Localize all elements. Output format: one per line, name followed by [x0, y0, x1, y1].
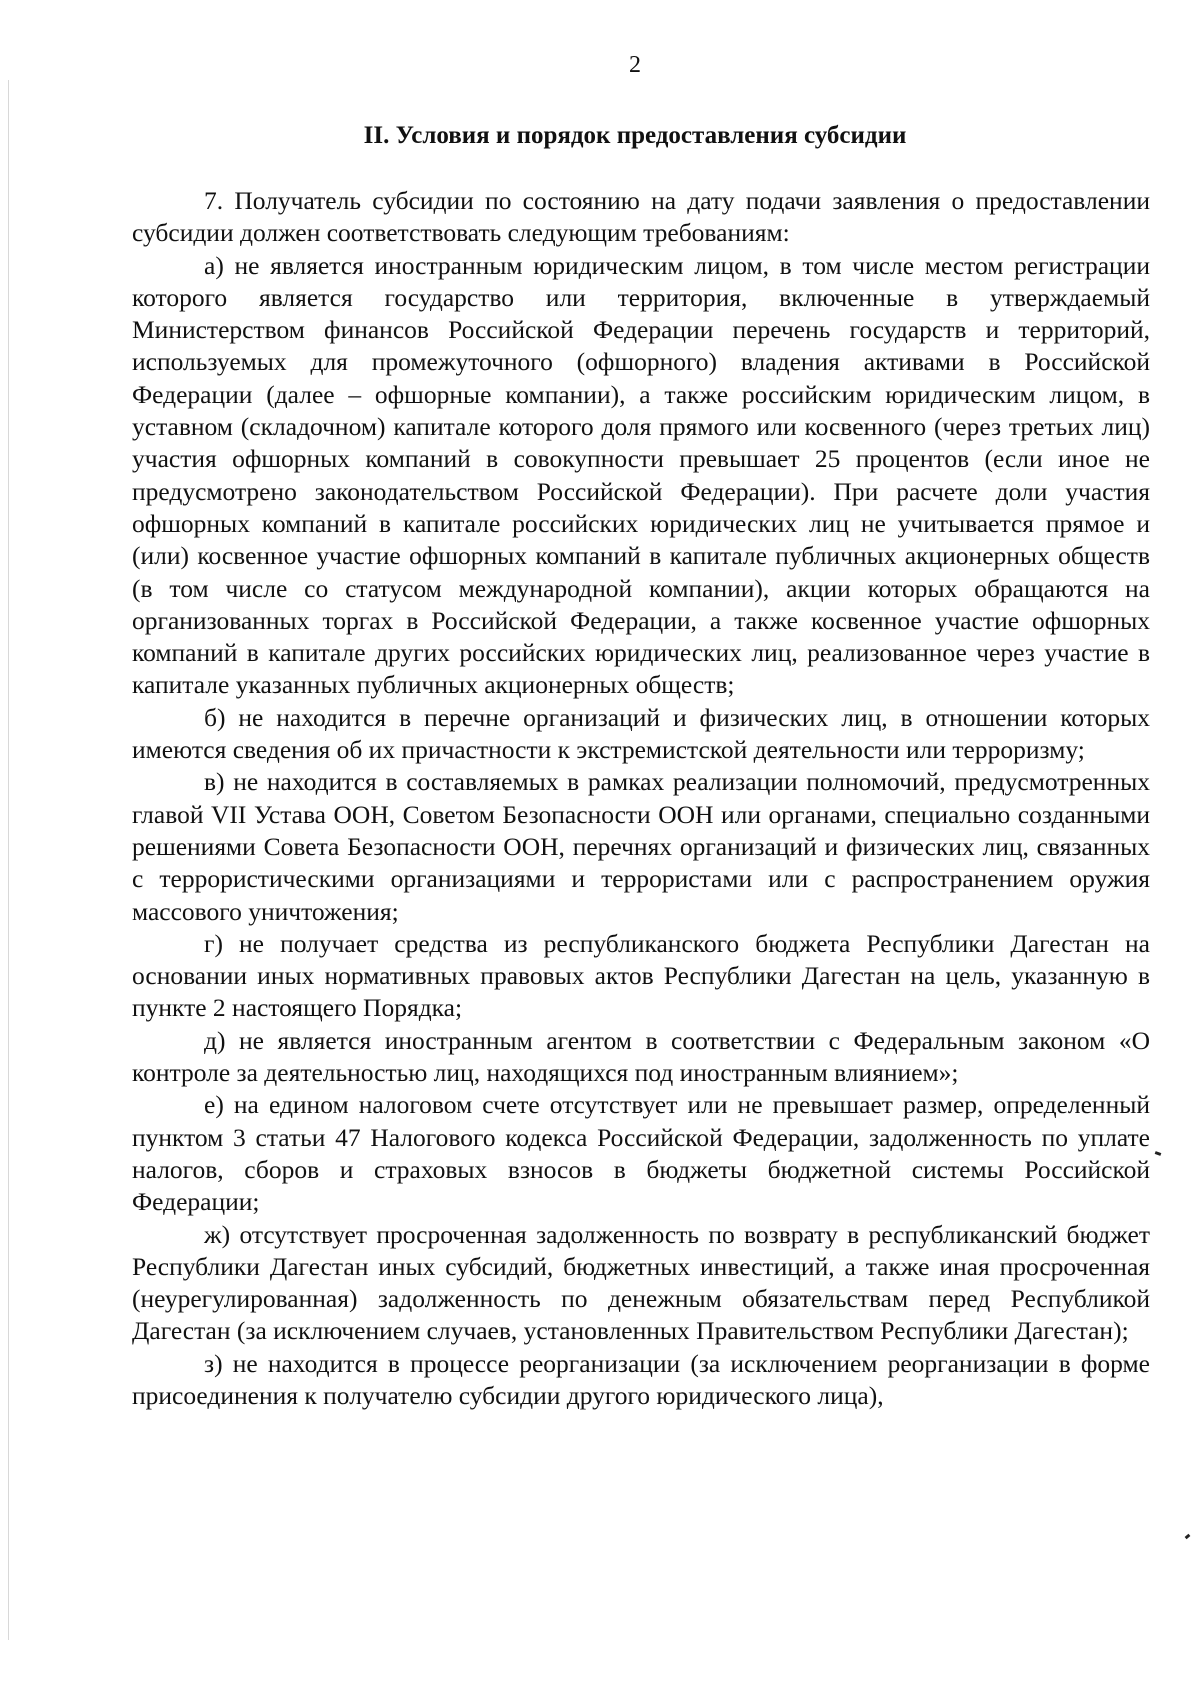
paragraph-item-e: е) на едином налоговом счете отсутствует или не превышает размер, определенный пунктом 3 статьи 47 Налогового кодекса Российской Федерации, задолженность по уплате налогов, сборов и страховых взносов в бюджеты бюджетной системы Российской Федерации; [132, 1090, 1150, 1217]
document-body [132, 185, 1150, 1412]
paragraph-item-d: д) не является иностранным агентом в соответствии с Федеральным законом «О контроле за деятельностью лиц, находящихся под иностранным влиянием»; [132, 1025, 1150, 1088]
paragraph-item-a: а) не является иностранным юридическим лицом, в том числе местом регистрации которого является государство или территория, включенные в утверждаемый Министерством финансов Российской Федерации перечень государств и территорий, используемых для промежуточного (офшорного) владения активами в Российской Федерации (далее – офшорные компании), а также российским юридическим лицом, в уставном (складочном) капитале которого доля прямого или косвенного (через третьих лиц) участия офшорных компаний в совокупности превышает 25 процентов (если иное не предусмотрено законодательством Российской Федерации). При расчете доли участия офшорных компаний в капитале российских юридических лиц не учитывается прямое и (или) косвенное участие офшорных компаний в капитале публичных акционерных обществ (в том числе со статусом международной компании), акции которых обращаются на организованных торгах в Российской Федерации, а также косвенное участие офшорных компаний в капитале других российских юридических лиц, реализованное через участие в капитале указанных публичных акционерных обществ; [132, 250, 1150, 700]
scan-speck [1155, 1151, 1162, 1156]
paragraph-item-g: г) не получает средства из республиканского бюджета Республики Дагестан на основании иных нормативных правовых актов Республики Дагестан на цель, указанную в пункте 2 настоящего Порядка; [132, 928, 1150, 1023]
paragraph-item-z: з) не находится в процессе реорганизации (за исключением реорганизации в форме присоединения к получателю субсидии другого юридического лица), [132, 1348, 1150, 1410]
page-number: 2 [629, 52, 641, 78]
section-title: II. Условия и порядок предоставления субсидии [363, 122, 907, 149]
paragraph-item-zh: ж) отсутствует просроченная задолженность по возврату в республиканский бюджет Республики Дагестан иных субсидий, бюджетных инвестиций, а также иная просроченная (неурегулированная) задолженность по денежным обязательствам перед Республикой Дагестан (за исключением случаев, установленных Правительством Республики Дагестан); [132, 1219, 1150, 1346]
scan-speck [1185, 1534, 1191, 1540]
paragraph-item-b: б) не находится в перечне организаций и физических лиц, в отношении которых имеются сведения об их причастности к экстремистской деятельности или терроризму; [132, 702, 1150, 765]
scan-edge-line [8, 80, 9, 1640]
paragraph-item-v: в) не находится в составляемых в рамках реализации полномочий, предусмотренных главой VII Устава ООН, Советом Безопасности ООН или органами, специально созданными решениями Совета Безопасности ООН, перечнях организаций и физических лиц, связанных с террористическими организациями и террористами или с распространением оружия массового уничтожения; [132, 767, 1150, 926]
paragraph-7-intro: 7. Получатель субсидии по состоянию на дату подачи заявления о предоставлении субсидии должен соответствовать следующим требованиям: [132, 186, 1150, 248]
